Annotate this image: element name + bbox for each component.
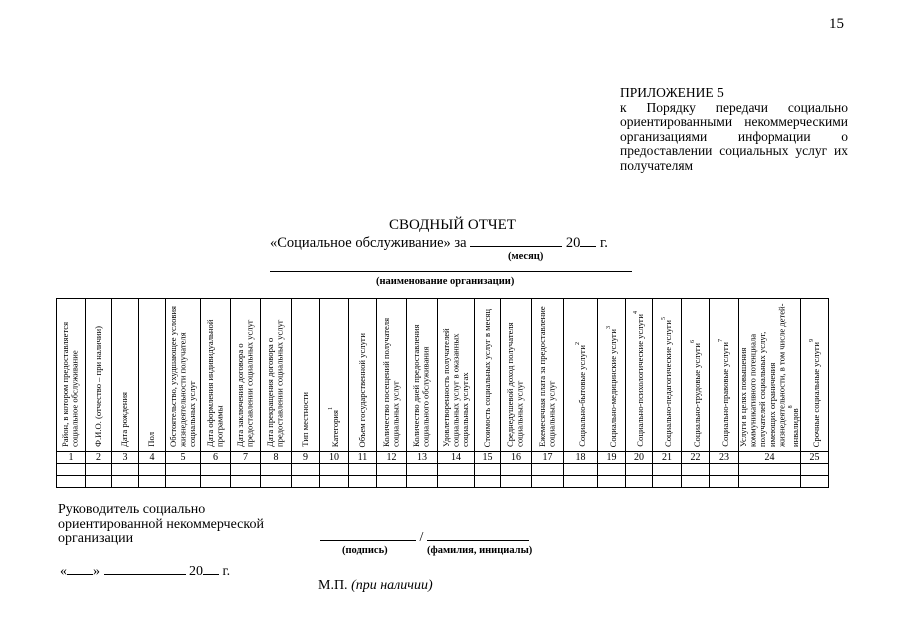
table-row bbox=[57, 464, 829, 476]
column-number: 4 bbox=[139, 452, 166, 464]
table-cell bbox=[166, 464, 201, 476]
column-header-label bbox=[574, 342, 587, 447]
column-header-label bbox=[808, 339, 821, 447]
column-label-text: Категория bbox=[330, 409, 341, 447]
column-label-text: Среднедушевой доход получателя социальных услуг bbox=[505, 322, 525, 447]
table-cell bbox=[112, 464, 139, 476]
table-cell bbox=[292, 464, 320, 476]
column-header-label bbox=[266, 303, 285, 447]
appendix-header bbox=[620, 86, 848, 173]
table-cell bbox=[653, 476, 682, 488]
column-number: 3 bbox=[112, 452, 139, 464]
date-year-suffix: г. bbox=[222, 564, 231, 579]
column-header bbox=[682, 299, 710, 452]
year-blank bbox=[580, 233, 596, 247]
organization-blank bbox=[270, 271, 632, 272]
year-suffix: г. bbox=[599, 235, 608, 251]
table-cell bbox=[261, 464, 292, 476]
column-header-label bbox=[632, 311, 645, 447]
column-header bbox=[598, 299, 626, 452]
column-number: 13 bbox=[407, 452, 438, 464]
table-cell bbox=[407, 464, 438, 476]
column-header bbox=[653, 299, 682, 452]
table-cell bbox=[626, 476, 653, 488]
column-number: 12 bbox=[377, 452, 407, 464]
column-header-label bbox=[358, 333, 368, 447]
column-label-text: Дата оформления индивидуальной программы bbox=[204, 319, 225, 447]
column-label-text: Услуги в целях повышения коммуникативного потенциала получателей социальных услуг, имеющих ограничения жизнедеятельности, в том числе детей-инвалидов bbox=[738, 303, 800, 447]
column-number: 7 bbox=[231, 452, 261, 464]
column-header bbox=[407, 299, 438, 452]
table-cell bbox=[475, 464, 501, 476]
column-number: 18 bbox=[564, 452, 598, 464]
column-footnote-mark: 8 bbox=[787, 405, 794, 409]
column-number: 10 bbox=[320, 452, 349, 464]
appendix-text: к Порядку передачи социально ориентированными некоммерческими организациями информации о предоставлении социальных услуг их получателям bbox=[620, 99, 848, 173]
signature-blank bbox=[320, 527, 416, 541]
table-cell bbox=[261, 476, 292, 488]
table-cell bbox=[201, 464, 231, 476]
day-blank bbox=[67, 561, 93, 575]
table-cell bbox=[739, 476, 801, 488]
column-number: 22 bbox=[682, 452, 710, 464]
column-label-text: Социально-психологические услуги bbox=[635, 314, 646, 447]
column-number: 21 bbox=[653, 452, 682, 464]
stamp-label: М.П. bbox=[318, 578, 348, 593]
table-cell bbox=[166, 476, 201, 488]
table-cell bbox=[501, 476, 532, 488]
column-label-text: Дата рождения bbox=[119, 392, 130, 447]
column-header bbox=[261, 299, 292, 452]
column-header bbox=[710, 299, 739, 452]
table-row bbox=[57, 476, 829, 488]
date-close-quote: » bbox=[93, 564, 100, 579]
column-footnote-mark: 4 bbox=[633, 311, 640, 315]
column-header bbox=[320, 299, 349, 452]
table-cell bbox=[532, 464, 564, 476]
column-header-label bbox=[94, 326, 104, 447]
column-footnote-mark: 1 bbox=[328, 406, 335, 410]
table-cell bbox=[501, 464, 532, 476]
column-header-label bbox=[147, 432, 157, 447]
column-header bbox=[139, 299, 166, 452]
table-cell bbox=[349, 476, 377, 488]
signature-separator: / bbox=[419, 530, 424, 545]
name-blank bbox=[427, 527, 529, 541]
column-label-text: Количество посещений получателя социальных услуг bbox=[380, 317, 401, 447]
column-number: 2 bbox=[86, 452, 112, 464]
name-caption: (фамилия, инициалы) bbox=[427, 545, 533, 556]
column-label-text: Срочные социальные услуги bbox=[810, 341, 821, 447]
column-label-text: Район, в котором предоставляется социальное обслуживание bbox=[60, 321, 80, 447]
stamp-note: (при наличии) bbox=[351, 578, 433, 593]
column-footnote-mark: 9 bbox=[808, 338, 815, 342]
column-number: 17 bbox=[532, 452, 564, 464]
column-number: 19 bbox=[598, 452, 626, 464]
table-cell bbox=[320, 464, 349, 476]
column-header-label bbox=[61, 303, 80, 447]
column-header bbox=[166, 299, 201, 452]
column-label-text: Социально-педагогические услуги bbox=[663, 319, 674, 447]
table-cell bbox=[801, 476, 829, 488]
table-cell bbox=[139, 476, 166, 488]
column-header bbox=[86, 299, 112, 452]
table-cell bbox=[231, 476, 261, 488]
column-label-text: Социально-трудовые услуги bbox=[691, 342, 702, 447]
table-cell bbox=[626, 464, 653, 476]
table-cell bbox=[349, 464, 377, 476]
table-cell bbox=[231, 464, 261, 476]
column-number: 8 bbox=[261, 452, 292, 464]
column-header bbox=[377, 299, 407, 452]
column-header-label bbox=[689, 340, 702, 447]
signer-line: ориентированной некоммерческой bbox=[58, 516, 264, 532]
column-header-label bbox=[412, 303, 431, 447]
column-label-text: Социально-медицинские услуги bbox=[607, 328, 618, 447]
column-header bbox=[564, 299, 598, 452]
column-header-label bbox=[538, 303, 557, 447]
table-cell bbox=[475, 476, 501, 488]
column-label-text: Пол bbox=[146, 432, 157, 447]
table-cell bbox=[201, 476, 231, 488]
table-cell bbox=[653, 464, 682, 476]
table-cell bbox=[139, 464, 166, 476]
appendix-title: ПРИЛОЖЕНИЕ 5 bbox=[620, 85, 724, 100]
table-cell bbox=[682, 464, 710, 476]
table-cell bbox=[564, 476, 598, 488]
table-cell bbox=[532, 476, 564, 488]
table-cell bbox=[86, 464, 112, 476]
column-header-label bbox=[660, 317, 673, 447]
report-period-line bbox=[270, 233, 608, 252]
column-header bbox=[801, 299, 829, 452]
column-number: 23 bbox=[710, 452, 739, 464]
date-open-quote: « bbox=[60, 564, 67, 579]
column-footnote-mark: 3 bbox=[605, 325, 612, 329]
table-cell bbox=[564, 464, 598, 476]
column-header-label bbox=[442, 303, 471, 447]
date-year-blank bbox=[203, 561, 219, 575]
column-header bbox=[201, 299, 231, 452]
table-cell bbox=[377, 464, 407, 476]
column-label-text: Ежемесячная плата за предоставление социальных услуг bbox=[536, 306, 557, 447]
column-footnote-mark: 2 bbox=[574, 342, 581, 346]
table-cell bbox=[407, 476, 438, 488]
column-number: 14 bbox=[438, 452, 475, 464]
table-cell bbox=[86, 476, 112, 488]
signature-line bbox=[320, 527, 529, 546]
column-footnote-mark: 5 bbox=[661, 316, 668, 320]
year-prefix: 20 bbox=[565, 235, 581, 251]
column-number: 5 bbox=[166, 452, 201, 464]
column-header bbox=[292, 299, 320, 452]
column-header-label bbox=[382, 303, 401, 447]
table-cell bbox=[112, 476, 139, 488]
signer-line: Руководитель социально bbox=[58, 502, 206, 517]
column-header-label bbox=[120, 392, 130, 447]
column-number: 9 bbox=[292, 452, 320, 464]
table-cell bbox=[598, 476, 626, 488]
column-label-text: Количество дней предоставления социального обслуживания bbox=[411, 324, 431, 447]
table-header-row bbox=[57, 299, 829, 452]
column-header bbox=[501, 299, 532, 452]
column-label-text: Обстоятельство, ухудшающее условия жизнедеятельности получателя социальных услуг bbox=[167, 305, 197, 447]
table-cell bbox=[57, 464, 86, 476]
column-number: 6 bbox=[201, 452, 231, 464]
table-cell bbox=[710, 464, 739, 476]
column-label-text: Социально-правовые услуги bbox=[720, 342, 731, 447]
organization-caption: (наименование организации) bbox=[376, 276, 515, 287]
column-header-label bbox=[236, 303, 255, 447]
table-cell bbox=[292, 476, 320, 488]
table-cell bbox=[598, 464, 626, 476]
stamp-line bbox=[318, 578, 433, 594]
column-label-text: Дата заключения договора о предоставлении социальных услуг bbox=[234, 319, 255, 447]
column-header bbox=[112, 299, 139, 452]
table-number-row bbox=[57, 452, 829, 464]
column-header bbox=[739, 299, 801, 452]
column-label-text: Тип местности bbox=[299, 392, 310, 447]
column-header-label bbox=[169, 303, 198, 447]
column-number: 11 bbox=[349, 452, 377, 464]
column-number: 25 bbox=[801, 452, 829, 464]
column-number: 16 bbox=[501, 452, 532, 464]
month-caption: (месяц) bbox=[508, 251, 544, 262]
column-header bbox=[475, 299, 501, 452]
column-header-label bbox=[327, 407, 340, 447]
column-label-text: Дата прекращения договора о предоставлении социальных услуг bbox=[265, 319, 285, 447]
column-label-text: Социально-бытовые услуги bbox=[576, 345, 587, 447]
column-header-label bbox=[483, 309, 493, 447]
column-label-text: Ф.И.О. (отчество – при наличии) bbox=[92, 326, 103, 447]
table-cell bbox=[320, 476, 349, 488]
date-year-prefix: 20 bbox=[189, 564, 203, 579]
column-number: 20 bbox=[626, 452, 653, 464]
column-header bbox=[231, 299, 261, 452]
table-cell bbox=[438, 464, 475, 476]
column-label-text: Удовлетворенность получателей социальных услуг в оказанных социальных услугах bbox=[440, 328, 470, 447]
report-table bbox=[56, 298, 829, 488]
column-footnote-mark: 7 bbox=[718, 339, 725, 343]
table-cell bbox=[739, 464, 801, 476]
table-cell bbox=[682, 476, 710, 488]
column-label-text: Стоимость социальных услуг в месяц bbox=[481, 308, 492, 447]
column-header bbox=[626, 299, 653, 452]
column-header-label bbox=[605, 326, 618, 447]
signature-caption: (подпись) bbox=[342, 545, 388, 556]
column-header-label bbox=[717, 339, 730, 447]
column-header bbox=[438, 299, 475, 452]
table-cell bbox=[710, 476, 739, 488]
signer-line: организации bbox=[58, 531, 134, 546]
page-number: 15 bbox=[829, 16, 844, 32]
column-header-label bbox=[206, 303, 225, 447]
column-label-text: Объем государственной услуги bbox=[356, 332, 367, 447]
column-header-label bbox=[506, 303, 525, 447]
column-header bbox=[57, 299, 86, 452]
signer-block bbox=[58, 503, 264, 547]
table-cell bbox=[801, 464, 829, 476]
table-cell bbox=[438, 476, 475, 488]
column-number: 1 bbox=[57, 452, 86, 464]
column-header bbox=[532, 299, 564, 452]
report-subtitle: «Социальное обслуживание» за bbox=[270, 235, 467, 251]
table-cell bbox=[377, 476, 407, 488]
column-header-label bbox=[739, 303, 800, 447]
month-blank bbox=[470, 233, 562, 247]
column-header-label bbox=[301, 392, 311, 447]
column-number: 15 bbox=[475, 452, 501, 464]
column-header bbox=[349, 299, 377, 452]
date-line bbox=[60, 561, 230, 580]
table-cell bbox=[57, 476, 86, 488]
date-month-blank bbox=[104, 561, 186, 575]
column-footnote-mark: 6 bbox=[689, 339, 696, 343]
report-title: СВОДНЫЙ ОТЧЕТ bbox=[389, 217, 516, 233]
column-number: 24 bbox=[739, 452, 801, 464]
